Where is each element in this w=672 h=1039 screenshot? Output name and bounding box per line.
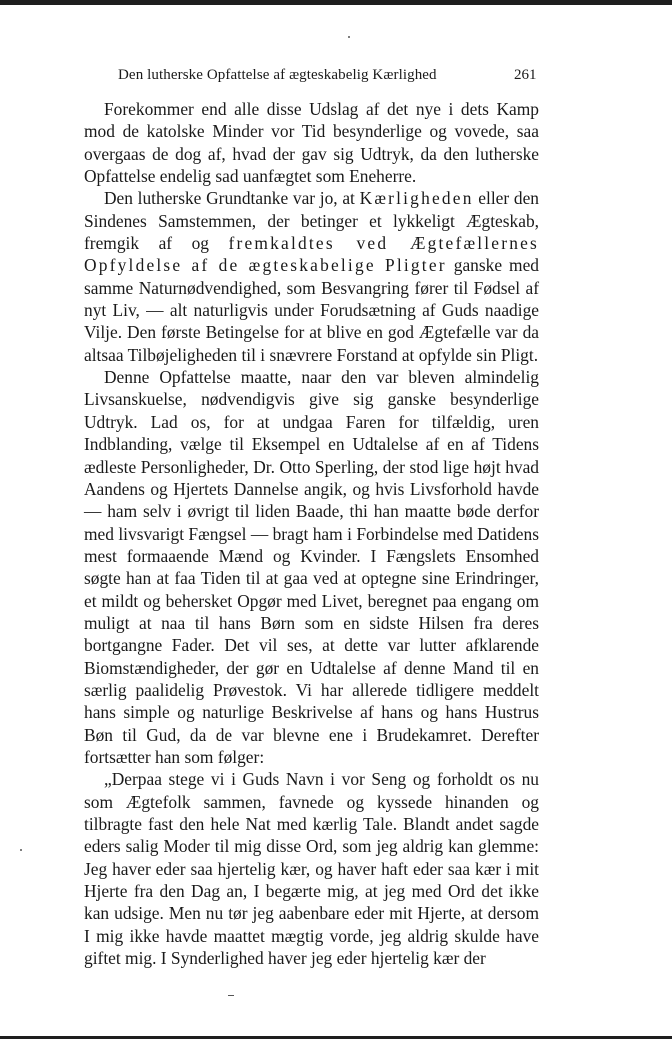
- body-text: [84, 98, 539, 969]
- text-run: Forekommer end alle disse Udslag af det nye i dets Kamp mod de katolske Minder vor Tid besynderlige og vovede, saa overgaas de dog af, hvad der gav sig Udtryk, da den lutherske Opfattelse endelig sad uanfægtet som Eneherre.: [84, 99, 539, 187]
- text-run: eller den Sindenes Samstemmen, der betinger et lykkeligt Ægteskab, fremgik af og: [84, 188, 539, 254]
- running-title: Den lutherske Opfattelse af ægteskabelig Kærlighed: [118, 67, 437, 83]
- scan-mark: [228, 995, 234, 996]
- paragraph-2: [84, 187, 539, 366]
- paragraph-1: [84, 98, 539, 187]
- scan-speck: [348, 36, 350, 38]
- emphasis-spaced: Kærligheden: [359, 188, 474, 209]
- top-page-edge: [0, 0, 672, 5]
- text-run: Den lutherske Grundtanke var jo, at: [104, 188, 360, 209]
- paragraph-3: [84, 366, 539, 768]
- scan-speck: [20, 849, 22, 851]
- text-run: Denne Opfattelse maatte, naar den var bleven almindelig Livsanskuelse, nødvendigvis give sig ganske besynderlige Udtryk. Lad os, for at undgaa Faren for tilfældig, uren Indblanding, vælge til Eksempel en Udtalelse af en af Tidens ædleste Personligheder, Dr. Otto Sperling, der stod lige højt hvad Aandens og Hjertets Dannelse angik, og hvis Livsforhold havde — ham selv i øvrigt til liden Baade, thi han maatte bøde derfor med livsvarigt Fængsel — bragt ham i Forbindelse med Datidens mest formaaende Mænd og Kvinder. I Fængslets Ensomhed søgte han at faa Tiden til at gaa ved at optegne sine Erindringer, et mildt og behersket Opgør med Livet, beregnet paa engang om muligt at naa til hans Børn som en sidste Hilsen fra deres bortgangne Fader. Det vil ses, at dette var lutter afklarende Biomstændigheder, der gør en Udtalelse af denne Mand til en særlig paalidelig Prøvestok. Vi har allerede tidligere meddelt hans simple og naturlige Beskrivelse af hans og hans Hustrus Bøn til Gud, da de var blevne ene i Brudekamret. Derefter fortsætter han som følger:: [84, 367, 539, 767]
- emphasis-spaced: fremkaldtes ved Ægtefællernes Opfyldelse af de ægteskabelige Pligter: [84, 233, 539, 276]
- text-run: „Derpaa stege vi i Guds Navn i vor Seng og forholdt os nu som Ægtefolk sammen, favnede og kyssede hinanden og tilbragte fast den hele Nat med kærlig Tale. Blandt andet sagde eders salig Moder til mig disse Ord, som jeg aldrig kan glemme: Jeg haver eder saa hjertelig kær, og haver haft eder saa kær i mit Hjerte fra den Dag an, I begærte mig, at jeg med Ord det ikke kan udsige. Men nu tør jeg aabenbare eder mit Hjerte, at dersom I mig ikke havde maattet mægtig vorde, jeg aldrig skulde have giftet mig. I Synderlighed haver jeg eder hjertelig kær der: [84, 769, 539, 969]
- text-run: ganske med samme Naturnødvendighed, som Besvangring fører til Fødsel af nyt Liv, — alt naturligvis under Forudsætning af Guds naadige Vilje. Den første Betingelse for at blive en god Ægtefælle var da altsaa Tilbøjeligheden til i snævrere Forstand at opfylde sin Pligt.: [84, 255, 539, 365]
- page-number: 261: [514, 67, 537, 83]
- running-header: [0, 67, 672, 87]
- paragraph-4-quote: [84, 768, 539, 969]
